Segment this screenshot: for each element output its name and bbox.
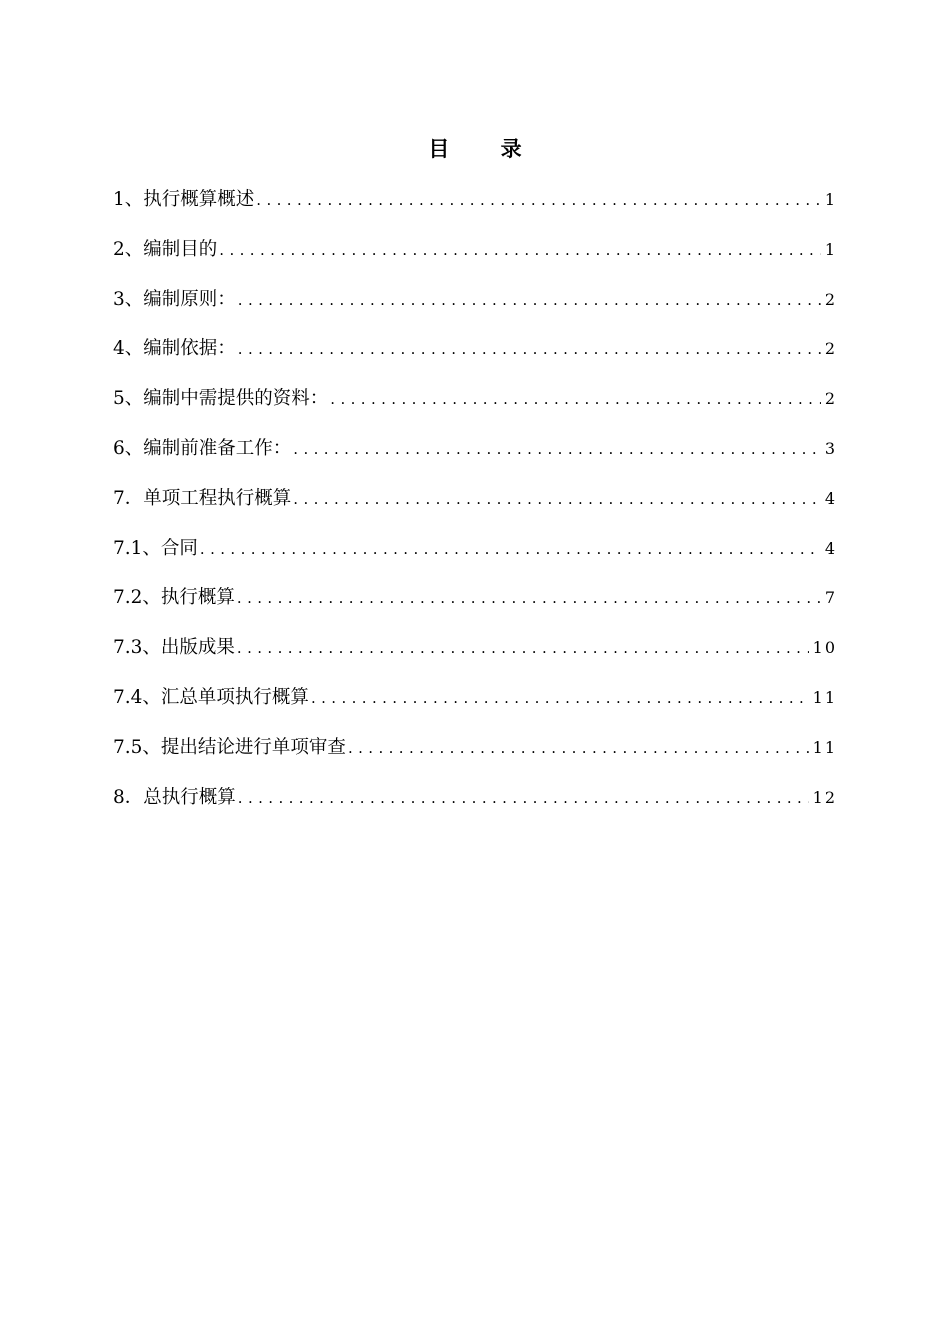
toc-entry-page-number: 1 [824, 239, 837, 259]
toc-dot-leader [238, 778, 809, 818]
toc-entry[interactable] [113, 678, 837, 728]
table-of-contents [113, 180, 837, 827]
toc-entry-label: 2、编制目的 [113, 238, 218, 260]
toc-entry-page-number: 3 [824, 438, 837, 458]
toc-entry[interactable] [113, 379, 837, 429]
toc-dot-leader [238, 280, 821, 320]
toc-entry[interactable] [113, 778, 837, 828]
toc-entry-page-number: 12 [812, 787, 837, 807]
toc-entry-page-number: 11 [812, 687, 837, 707]
toc-dot-leader [348, 728, 809, 768]
toc-entry-label: 7.2、执行概算 [113, 587, 235, 609]
toc-entry-label: 7.5、提出结论进行单项审查 [113, 736, 346, 758]
toc-entry-label: 1、执行概算概述 [113, 189, 255, 210]
toc-entry-page-number: 11 [812, 737, 837, 757]
toc-entry-label: 3、编制原则： [113, 288, 236, 310]
toc-entry[interactable] [113, 529, 837, 579]
toc-dot-leader [293, 479, 821, 519]
toc-dot-leader [256, 180, 821, 220]
toc-entry[interactable] [113, 230, 837, 280]
toc-entry-label: 6、编制前准备工作： [113, 437, 292, 459]
toc-entry-label: 8．总执行概算 [113, 786, 236, 808]
toc-dot-leader [293, 429, 821, 469]
toc-entry-label: 7.4、汇总单项执行概算 [113, 686, 309, 708]
toc-entry[interactable] [113, 180, 837, 230]
toc-dot-leader [238, 329, 821, 369]
toc-dot-leader [311, 678, 809, 718]
toc-entry-page-number: 2 [824, 339, 837, 359]
toc-entry-page-number: 2 [824, 289, 837, 309]
toc-entry-page-number: 4 [824, 538, 837, 558]
toc-entry-page-number: 2 [824, 389, 837, 409]
toc-entry[interactable] [113, 628, 837, 678]
toc-dot-leader [219, 230, 821, 270]
toc-entry[interactable] [113, 728, 837, 778]
toc-entry-page-number: 1 [824, 190, 837, 209]
toc-dot-leader [200, 529, 821, 569]
toc-title: 目 录 [428, 136, 544, 161]
toc-entry[interactable] [113, 429, 837, 479]
toc-entry[interactable] [113, 329, 837, 379]
toc-entry[interactable] [113, 578, 837, 628]
toc-entry[interactable] [113, 479, 837, 529]
toc-dot-leader [237, 578, 821, 618]
toc-entry-label: 7.1、合同 [113, 537, 198, 559]
toc-dot-leader [330, 379, 821, 419]
toc-dot-leader [237, 628, 809, 668]
toc-entry-label: 7.3、出版成果 [113, 637, 235, 659]
toc-entry-page-number: 4 [824, 488, 837, 508]
toc-entry-label: 4、编制依据： [113, 338, 236, 360]
toc-entry-page-number: 10 [812, 638, 837, 658]
toc-entry-label: 5、编制中需提供的资料： [113, 388, 329, 410]
toc-entry-label: 7．单项工程执行概算 [113, 487, 292, 509]
toc-entry-page-number: 7 [824, 588, 837, 608]
toc-entry[interactable] [113, 280, 837, 330]
